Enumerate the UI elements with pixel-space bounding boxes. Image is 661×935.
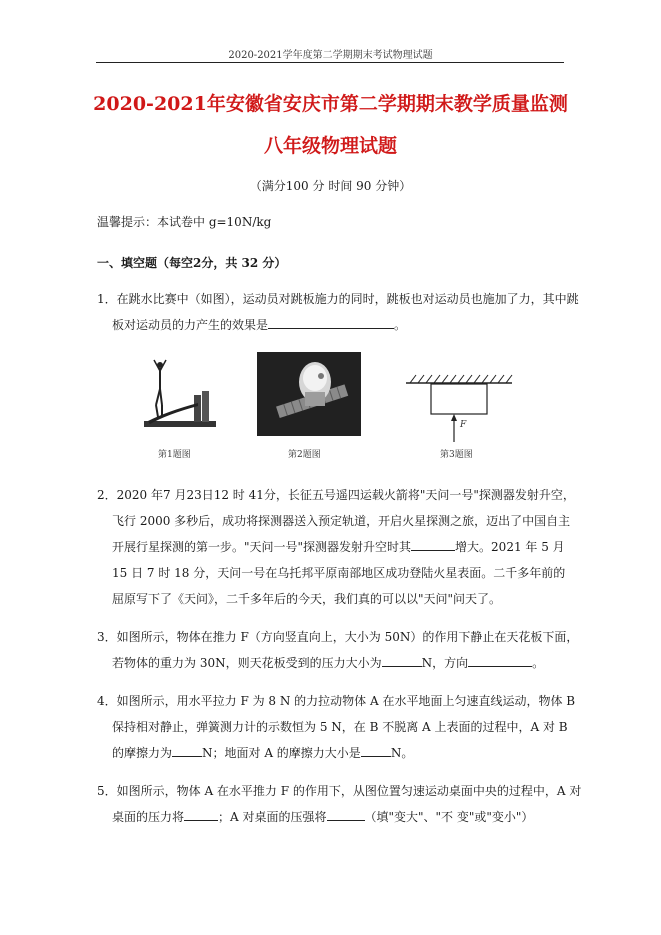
ceiling-force-figure (404, 372, 514, 446)
q5-answer-blank-1[interactable] (184, 809, 218, 821)
fig3-force-label: F (460, 420, 467, 430)
q2-line1: 2．2020 年7 月23日12 时 41分，长征五号遥四运载火箭将"天问一号"探测器发射升空， (97, 488, 575, 502)
board-support-2 (202, 391, 209, 422)
q3-answer-blank-2[interactable] (468, 655, 532, 667)
q1-line2 (112, 316, 406, 333)
running-header: 2020-2021学年度第二学期期末考试物理试题 (228, 50, 433, 61)
q3-line2 (112, 654, 544, 671)
q5-answer-blank-2[interactable] (327, 809, 365, 821)
q5-line2 (112, 808, 533, 825)
fig3-caption: 第3题图 (440, 450, 473, 460)
q1-answer-blank[interactable] (268, 317, 394, 329)
q4-line3 (112, 744, 413, 761)
q2-line4: 15 日 7 时 18 分，天问一号在乌托邦平原南部地区成功登陆火星表面。二千多年前的 (112, 566, 566, 580)
block-object (431, 384, 487, 414)
q5-text: 桌面的压力将 (112, 810, 185, 824)
q4-text: 的摩擦力为 (112, 746, 173, 760)
q2-text: 开展行星探测的第一步。"天问一号"探测器发射升空时其 (112, 540, 412, 554)
q4-line1: 4．如图所示，用水平拉力 F 为 8 N 的力拉动物体 A 在水平地面上匀速直线运动，物体 B (97, 694, 576, 708)
header-rule (96, 62, 564, 63)
q2-line2: 飞行 2000 多秒后，成功将探测器送入预定轨道，开启火星探测之旅，迈出了中国自主 (112, 514, 571, 528)
q3-line1: 3．如图所示，物体在推力 F（方向竖直向上，大小为 50N）的作用下静止在天花板下面， (97, 630, 579, 644)
q2-text-end: 增大。2021 年 5 月 (455, 540, 565, 554)
sub-title: 八年级物理试题 (263, 135, 397, 157)
q3-text-end: 。 (532, 656, 545, 670)
q5-line1: 5．如图所示，物体 A 在水平推力 F 的作用下，从图位置匀速运动桌面中央的过程中，A 对 (97, 784, 582, 798)
q1-text: 板对运动员的力产生的效果是 (112, 318, 269, 332)
q4-text-mid: N；地面对 A 的摩擦力大小是 (202, 746, 361, 760)
tip-text: 温馨提示：本试卷中 g=10N/kg (97, 215, 272, 229)
q2-line5: 屈原写下了《天问》，二千多年后的今天，我们真的可以以"天问"问天了。 (112, 592, 502, 606)
q3-answer-blank-1[interactable] (382, 655, 422, 667)
q5-text-mid: ；A 对桌面的压强将 (218, 810, 327, 824)
q4-answer-blank-2[interactable] (361, 745, 391, 757)
q4-line2: 保持相对静止，弹簧测力计的示数恒为 5 N，在 B 不脱离 A 上表面的过程中，A 对 B (112, 720, 568, 734)
q2-line3 (112, 538, 565, 555)
q1-text-end: 。 (394, 318, 407, 332)
spacecraft-photo-figure (257, 352, 361, 436)
fig2-caption: 第2题图 (288, 450, 321, 460)
q1-line1: 1．在跳水比赛中（如图），运动员对跳板施力的同时，跳板也对运动员也施加了力，其中跳 (97, 292, 579, 306)
q3-text-mid: N，方向 (421, 656, 469, 670)
q5-text-end: （填"变大"、"不 变"或"变小"） (364, 810, 534, 824)
exam-info: （满分100 分 时间 90 分钟） (249, 179, 412, 193)
q2-answer-blank[interactable] (411, 539, 455, 551)
main-title: 2020-2021年安徽省安庆市第二学期期末教学质量监测 (93, 93, 568, 115)
q4-text-end: N。 (390, 746, 414, 760)
board-support (194, 395, 201, 422)
q4-answer-blank-1[interactable] (172, 745, 202, 757)
diving-board-figure (138, 355, 218, 435)
q3-text: 若物体的重力为 30N，则天花板受到的压力大小为 (112, 656, 382, 670)
section-heading: 一、填空题（每空2分，共 32 分） (97, 256, 287, 270)
fig1-caption: 第1题图 (158, 450, 191, 460)
